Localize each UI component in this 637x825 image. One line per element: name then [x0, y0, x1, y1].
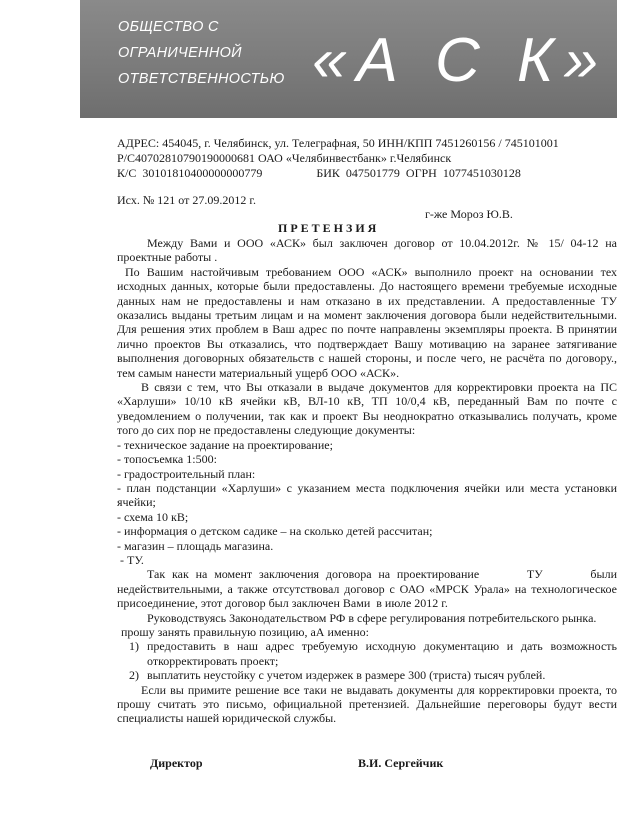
address-line: АДРЕС: 454045, г. Челябинск, ул. Телеграфная, 50 ИНН/КПП 7451260156 / 745101001 — [117, 136, 559, 150]
paragraph: По Вашим настойчивым требованием ООО «АСК» выполнило проект на основании тех исходных данных, которые были предоставлены. До настоящего времени требуемые исходные данных нам не предоставлены и нам отказано в их представлении. А предоставленные ТУ оказались выданы третьим лицам и на момент заключения договора были недействительными. Для решения этих проблем в Ваш адрес по почте направлены экземпляры проекта. В принятии лично проектов Вы отказались, что подтверждает Вашу мотивацию на заранее затягивание выполнения договорных обязательств с нашей стороны, и после чего, не расчёта по договору., тем самым нанести материальный ущерб ООО «АСК». — [117, 264, 617, 380]
company-line: ОГРАНИЧЕННОЙ — [118, 45, 242, 61]
bank-line: К/С 30101810400000000779 БИК 047501779 ОГРН 1077451030128 — [117, 166, 521, 180]
list-item: - топосъемка 1:500: — [117, 452, 217, 467]
paragraph: Между Вами и ООО «АСК» был заключен договор от 10.04.2012г. № 15/ 04-12 на проектные работы . — [117, 236, 617, 265]
outgoing-number: Исх. № 121 от 27.09.2012 г. — [117, 193, 256, 207]
paragraph: Руководствуясь Законодательством РФ в сфере регулирования потребительского рынка. — [147, 610, 597, 625]
list-item: - ТУ. — [117, 552, 144, 567]
company-line: ОБЩЕСТВО С — [118, 19, 219, 35]
company-logo: «А С К» — [312, 26, 609, 95]
account-line: Р/С40702810790190000681 ОАО «Челябинвестбанк» г.Челябинск — [117, 151, 452, 165]
paragraph: В связи с тем, что Вы отказали в выдаче документов для корректировки проекта на ПС «Харлуши» 10/10 кВ ячейки кВ, ВЛ-10 кВ, ТП 10/0,4 кВ, переданный Вам по почте с уведомлением о получении, так как и проект Вы неоднократно отказывались получать, кроме того до сих пор не предоставлены следующие документы: — [117, 380, 617, 438]
paragraph: прошу занять правильную позицию, аА именно: — [121, 624, 369, 639]
addressee: г-же Мороз Ю.В. — [425, 207, 513, 221]
document-title: ПРЕТЕНЗИЯ — [278, 221, 380, 235]
demand-text: выплатить неустойку с учетом издержек в размере 300 (триста) тысяч рублей. — [147, 668, 546, 683]
list-item: - градостроительный план: — [117, 466, 256, 481]
demand-item — [117, 639, 617, 668]
company-name — [118, 14, 288, 92]
demand-number: 2) — [129, 668, 139, 683]
signature-name: В.И. Сергейчик — [358, 756, 444, 770]
demand-number: 1) — [129, 639, 139, 654]
signature-position: Директор — [150, 756, 203, 770]
letter-body — [117, 236, 620, 726]
list-item: - схема 10 кВ; — [117, 509, 189, 524]
paragraph: Так как на момент заключения договора на проектирование ТУ были недействительными, а также отсутствовал договор с ОАО «МРСК Урала» на технологическое присоединение, этот договор был заключен Вами в июле 2012 г. — [117, 567, 620, 611]
demand-item — [117, 668, 617, 682]
paragraph: Если вы примите решение все таки не выдавать документы для корректировки проекта, то прошу считать это письмо, официальной претензией. Дальнейшие переговоры будут вести специалисты нашей юридической службы. — [117, 682, 617, 726]
list-item: - техническое задание на проектирование; — [117, 437, 333, 452]
demand-text: предоставить в наш адрес требуемую исходную документацию и дать возможность откорректировать проект; — [147, 639, 617, 668]
company-line: ОТВЕТСТВЕННОСТЬЮ — [118, 71, 285, 87]
list-item: - план подстанции «Харлуши» с указанием места подключения ячейки или места установки ячейки; — [117, 480, 617, 510]
list-item: - информация о детском садике – на сколько детей рассчитан; — [117, 524, 433, 539]
list-item: - магазин – площадь магазина. — [117, 538, 274, 553]
requisites — [117, 136, 559, 181]
